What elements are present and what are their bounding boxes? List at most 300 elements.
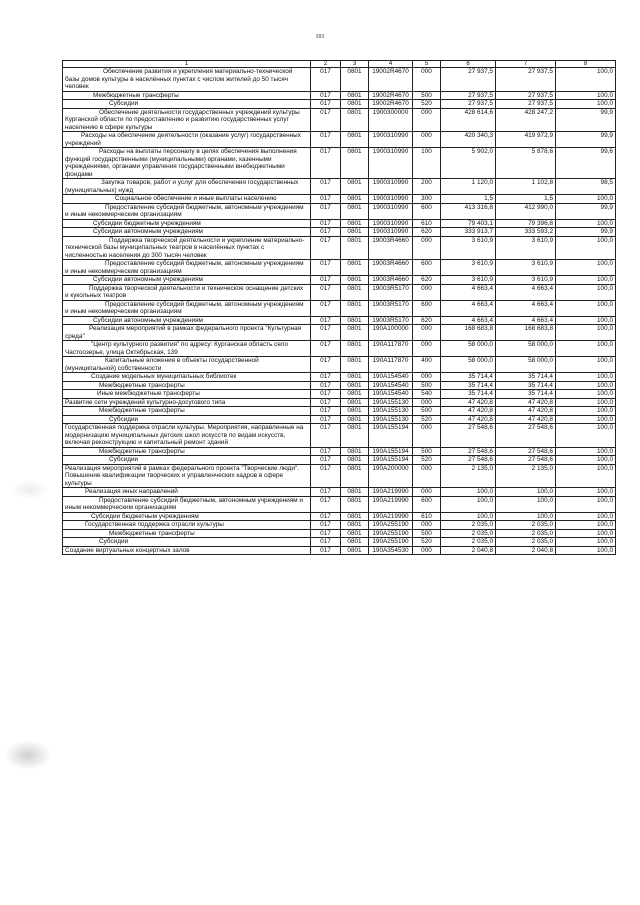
row-name: Создание модельных муниципальных библиотек [63,373,311,382]
row-percent: 100,0 [556,236,616,260]
row-target-article: 19002R4670 [369,68,413,92]
row-percent: 100,0 [556,68,616,92]
row-code: 017 [311,407,341,416]
row-name: Предоставление субсидий бюджетным, автономным учреждениям и иным некоммерческим организациям [63,203,311,219]
row-planned-amount: 3 610,9 [441,276,496,285]
row-target-article: 1900310990 [369,228,413,237]
row-section: 0801 [341,284,369,300]
row-planned-amount: 413 316,8 [441,203,496,219]
row-actual-amount: 35 714,4 [496,390,556,399]
row-percent: 99,9 [556,132,616,148]
row-name: Межбюджетные трансферты [63,529,311,538]
row-actual-amount: 419 972,9 [496,132,556,148]
row-section: 0801 [341,373,369,382]
row-name: Иные межбюджетные трансферты [63,390,311,399]
row-name: Поддержка творческой деятельности и укрепление материально-технической базы муниципальных театров в населённых пунктах с численностью населения до 300 тысяч человек [63,236,311,260]
row-actual-amount: 47 420,8 [496,398,556,407]
table-row [63,538,616,547]
row-expense-type: 000 [413,546,441,555]
row-percent: 100,0 [556,521,616,530]
row-actual-amount: 27 937,5 [496,91,556,100]
row-target-article: 19002R4670 [369,100,413,109]
row-actual-amount: 58 000,0 [496,357,556,373]
row-expense-type: 000 [413,521,441,530]
row-percent: 100,0 [556,91,616,100]
row-target-article: 1900300000 [369,108,413,132]
row-section: 0801 [341,381,369,390]
row-name: Реализация иных направлений [63,488,311,497]
row-planned-amount: 2 135,0 [441,464,496,488]
row-code: 017 [311,195,341,204]
row-percent: 99,9 [556,108,616,132]
row-target-article: 19003R5170 [369,284,413,300]
row-percent: 100,0 [556,407,616,416]
column-header: 8 [556,61,616,68]
row-name: Государственная поддержка отрасли культуры. Мероприятия, направленные на модернизацию муниципальных детских школ искусств по видам искусств, включая реконструкцию и капитальный ремонт зданий [63,424,311,448]
column-header: 5 [413,61,441,68]
row-percent: 100,0 [556,357,616,373]
row-code: 017 [311,260,341,276]
row-planned-amount: 47 420,8 [441,415,496,424]
row-target-article: 190A117870 [369,357,413,373]
row-target-article: 1900310990 [369,179,413,195]
row-target-article: 190A155194 [369,424,413,448]
row-target-article: 19002R4670 [369,91,413,100]
row-percent: 100,0 [556,300,616,316]
table-row [63,496,616,512]
row-percent: 100,0 [556,373,616,382]
row-expense-type: 000 [413,341,441,357]
row-name: Субсидии бюджетным учреждениям [63,512,311,521]
row-target-article: 190A154540 [369,381,413,390]
table-row [63,284,616,300]
row-expense-type: 100 [413,148,441,179]
row-name: Закупка товаров, работ и услуг для обеспечения государственных (муниципальных) нужд [63,179,311,195]
row-section: 0801 [341,316,369,325]
row-planned-amount: 420 340,3 [441,132,496,148]
column-header: 2 [311,61,341,68]
row-section: 0801 [341,132,369,148]
row-expense-type: 500 [413,447,441,456]
row-actual-amount: 58 000,0 [496,341,556,357]
row-percent: 100,0 [556,424,616,448]
row-code: 017 [311,529,341,538]
table-row [63,357,616,373]
row-section: 0801 [341,357,369,373]
row-code: 017 [311,538,341,547]
row-section: 0801 [341,195,369,204]
row-code: 017 [311,316,341,325]
row-target-article: 190A255190 [369,529,413,538]
row-actual-amount: 2 035,0 [496,521,556,530]
row-code: 017 [311,100,341,109]
row-section: 0801 [341,300,369,316]
row-planned-amount: 47 420,8 [441,407,496,416]
row-target-article: 190A155130 [369,398,413,407]
row-planned-amount: 3 610,9 [441,236,496,260]
table-row [63,108,616,132]
row-percent: 100,0 [556,284,616,300]
row-expense-type: 500 [413,91,441,100]
row-name: Расходы на выплаты персоналу в целях обеспечения выполнения функций государственными (муниципальными) органами, казенными учреждениями, органами управления государственными внебюджетными фондами [63,148,311,179]
row-percent: 100,0 [556,341,616,357]
row-code: 017 [311,341,341,357]
row-code: 017 [311,148,341,179]
row-actual-amount: 100,0 [496,512,556,521]
row-expense-type: 600 [413,203,441,219]
table-row [63,325,616,341]
table-row [63,407,616,416]
row-code: 017 [311,300,341,316]
row-actual-amount: 5 878,6 [496,148,556,179]
row-code: 017 [311,496,341,512]
row-code: 017 [311,512,341,521]
row-planned-amount: 168 683,8 [441,325,496,341]
row-actual-amount: 3 610,9 [496,260,556,276]
row-percent: 100,0 [556,219,616,228]
row-expense-type: 000 [413,464,441,488]
column-header: 6 [441,61,496,68]
table-row [63,447,616,456]
row-actual-amount: 27 548,6 [496,424,556,448]
row-name: Капитальные вложения в объекты государственной (муниципальной) собственности [63,357,311,373]
row-planned-amount: 1 120,0 [441,179,496,195]
row-expense-type: 600 [413,260,441,276]
row-code: 017 [311,546,341,555]
row-name: Реализация мероприятий в рамках федерального проекта "Творческие люди". Повышение квалификации творческих и управленческих кадров в сфере культуры [63,464,311,488]
row-target-article: 190A155194 [369,456,413,465]
table-row [63,132,616,148]
row-target-article: 190A155194 [369,447,413,456]
row-expense-type: 300 [413,195,441,204]
row-percent: 100,0 [556,538,616,547]
row-name: Реализация мероприятий в рамках федерального проекта "Культурная среда" [63,325,311,341]
row-planned-amount: 27 937,5 [441,68,496,92]
row-percent: 100,0 [556,390,616,399]
row-expense-type: 620 [413,276,441,285]
row-name: Субсидии [63,415,311,424]
row-expense-type: 000 [413,132,441,148]
row-percent: 100,0 [556,464,616,488]
row-section: 0801 [341,179,369,195]
row-percent: 100,0 [556,325,616,341]
row-name: Предоставление субсидий бюджетным, автономным учреждениям и иным некоммерческим организациям [63,496,311,512]
row-code: 017 [311,447,341,456]
row-percent: 100,0 [556,316,616,325]
table-row [63,68,616,92]
row-target-article: 190A200000 [369,464,413,488]
row-section: 0801 [341,341,369,357]
row-planned-amount: 27 937,5 [441,91,496,100]
row-percent: 100,0 [556,447,616,456]
row-name: Межбюджетные трансферты [63,381,311,390]
row-target-article: 19003R4660 [369,276,413,285]
row-section: 0801 [341,91,369,100]
row-name: Создание виртуальных концертных залов [63,546,311,555]
table-row [63,415,616,424]
row-percent: 100,0 [556,276,616,285]
row-expense-type: 620 [413,228,441,237]
row-name: Межбюджетные трансферты [63,447,311,456]
row-target-article: 190A219990 [369,512,413,521]
row-target-article: 190A219990 [369,488,413,497]
row-name: Субсидии автономным учреждениям [63,316,311,325]
scan-artifact [10,480,50,500]
table-row [63,148,616,179]
row-code: 017 [311,325,341,341]
row-name: Обеспечение деятельности государственных учреждений культуры Курганской области по предоставлению и развитию государственных услуг населению в сфере культуры [63,108,311,132]
table-row [63,424,616,448]
row-section: 0801 [341,407,369,416]
row-planned-amount: 35 714,4 [441,390,496,399]
table-row [63,398,616,407]
row-actual-amount: 2 035,0 [496,538,556,547]
row-section: 0801 [341,219,369,228]
row-code: 017 [311,91,341,100]
row-planned-amount: 100,0 [441,496,496,512]
row-section: 0801 [341,148,369,179]
table-row [63,529,616,538]
row-target-article: 190A100000 [369,325,413,341]
row-expense-type: 000 [413,284,441,300]
row-section: 0801 [341,68,369,92]
row-actual-amount: 79 396,8 [496,219,556,228]
row-expense-type: 500 [413,407,441,416]
row-expense-type: 000 [413,373,441,382]
row-section: 0801 [341,276,369,285]
row-section: 0801 [341,108,369,132]
row-planned-amount: 3 610,9 [441,260,496,276]
row-expense-type: 620 [413,316,441,325]
row-name: Обеспечение развития и укрепления материально-технической базы домов культуры в населённых пунктах с числом жителей до 50 тысяч человек [63,68,311,92]
row-name: Межбюджетные трансферты [63,91,311,100]
row-actual-amount: 1,5 [496,195,556,204]
column-header: 4 [369,61,413,68]
row-actual-amount: 333 593,2 [496,228,556,237]
row-code: 017 [311,390,341,399]
column-header: 7 [496,61,556,68]
row-section: 0801 [341,260,369,276]
row-target-article: 19003R4660 [369,260,413,276]
row-section: 0801 [341,496,369,512]
row-name: "Центр культурного развития" по адресу: Курганская область село Частоозерье, улица Октябрьская, 139 [63,341,311,357]
row-code: 017 [311,456,341,465]
table-row [63,316,616,325]
table-row [63,195,616,204]
row-name: Предоставление субсидий бюджетным, автономным учреждениям и иным некоммерческим организациям [63,300,311,316]
row-expense-type: 000 [413,424,441,448]
row-actual-amount: 3 610,9 [496,236,556,260]
row-percent: 100,0 [556,512,616,521]
row-section: 0801 [341,488,369,497]
row-actual-amount: 27 548,6 [496,456,556,465]
row-expense-type: 500 [413,529,441,538]
row-planned-amount: 4 663,4 [441,300,496,316]
table-row [63,456,616,465]
scan-artifact [4,740,52,770]
row-expense-type: 600 [413,300,441,316]
row-planned-amount: 2 035,0 [441,538,496,547]
row-planned-amount: 27 937,5 [441,100,496,109]
row-percent: 99,9 [556,203,616,219]
row-percent: 99,6 [556,148,616,179]
row-actual-amount: 4 663,4 [496,284,556,300]
row-name: Социальное обеспечение и иные выплаты населению [63,195,311,204]
column-header: 1 [63,61,311,68]
table-row [63,100,616,109]
row-planned-amount: 27 548,6 [441,447,496,456]
table-row [63,179,616,195]
row-percent: 100,0 [556,529,616,538]
row-percent: 100,0 [556,100,616,109]
row-planned-amount: 58 000,0 [441,357,496,373]
row-percent: 99,9 [556,228,616,237]
row-percent: 100,0 [556,398,616,407]
row-expense-type: 520 [413,100,441,109]
column-number-row [63,61,616,68]
row-actual-amount: 3 610,9 [496,276,556,285]
row-name: Субсидии [63,456,311,465]
table-row [63,91,616,100]
table-row [63,300,616,316]
row-target-article: 190A354530 [369,546,413,555]
row-percent: 98,5 [556,179,616,195]
row-name: Субсидии [63,538,311,547]
row-name: Межбюджетные трансферты [63,407,311,416]
row-target-article: 1900310990 [369,219,413,228]
table-row [63,390,616,399]
row-actual-amount: 4 663,4 [496,300,556,316]
row-code: 017 [311,488,341,497]
row-actual-amount: 100,0 [496,496,556,512]
row-target-article: 1900310990 [369,195,413,204]
row-section: 0801 [341,521,369,530]
row-percent: 100,0 [556,488,616,497]
row-target-article: 1900310990 [369,148,413,179]
row-expense-type: 610 [413,219,441,228]
row-expense-type: 600 [413,496,441,512]
row-expense-type: 000 [413,68,441,92]
row-target-article: 19003R4660 [369,236,413,260]
row-target-article: 190A155130 [369,407,413,416]
row-code: 017 [311,398,341,407]
row-expense-type: 000 [413,488,441,497]
row-actual-amount: 27 548,6 [496,447,556,456]
table-row [63,546,616,555]
row-planned-amount: 5 902,0 [441,148,496,179]
row-name: Развитие сети учреждений культурно-досугового типа [63,398,311,407]
row-name: Субсидии бюджетным учреждениям [63,219,311,228]
row-name: Государственная поддержка отрасли культуры [63,521,311,530]
row-percent: 100,0 [556,546,616,555]
row-planned-amount: 2 035,0 [441,529,496,538]
budget-table [62,60,616,555]
row-planned-amount: 4 663,4 [441,316,496,325]
row-code: 017 [311,284,341,300]
table-row [63,512,616,521]
row-section: 0801 [341,100,369,109]
row-section: 0801 [341,228,369,237]
row-expense-type: 000 [413,236,441,260]
row-planned-amount: 333 913,7 [441,228,496,237]
row-planned-amount: 58 000,0 [441,341,496,357]
row-code: 017 [311,236,341,260]
row-section: 0801 [341,325,369,341]
page-number: 101 [315,34,325,40]
table-row [63,228,616,237]
row-name: Предоставление субсидий бюджетным, автономным учреждениям и иным некоммерческим организациям [63,260,311,276]
row-expense-type: 520 [413,415,441,424]
row-planned-amount: 27 548,6 [441,424,496,448]
row-percent: 100,0 [556,260,616,276]
row-code: 017 [311,415,341,424]
row-code: 017 [311,521,341,530]
row-code: 017 [311,464,341,488]
row-name: Поддержка творческой деятельности и техническое оснащение детских и кукольных театров [63,284,311,300]
row-code: 017 [311,219,341,228]
row-section: 0801 [341,415,369,424]
row-actual-amount: 35 714,4 [496,381,556,390]
row-expense-type: 000 [413,398,441,407]
row-target-article: 190A154540 [369,373,413,382]
row-actual-amount: 412 990,0 [496,203,556,219]
row-percent: 100,0 [556,195,616,204]
row-actual-amount: 2 135,0 [496,464,556,488]
row-code: 017 [311,179,341,195]
table-row [63,276,616,285]
row-section: 0801 [341,456,369,465]
row-target-article: 190A219990 [369,496,413,512]
row-expense-type: 400 [413,357,441,373]
row-section: 0801 [341,538,369,547]
row-planned-amount: 47 420,8 [441,398,496,407]
row-actual-amount: 35 714,4 [496,373,556,382]
row-name: Субсидии [63,100,311,109]
row-expense-type: 540 [413,390,441,399]
row-target-article: 190A255190 [369,538,413,547]
row-planned-amount: 100,0 [441,488,496,497]
table-row [63,464,616,488]
row-actual-amount: 27 937,5 [496,100,556,109]
row-planned-amount: 35 714,4 [441,381,496,390]
row-actual-amount: 47 420,8 [496,407,556,416]
table-row [63,521,616,530]
row-target-article: 1900310990 [369,132,413,148]
row-expense-type: 520 [413,538,441,547]
row-planned-amount: 79 403,1 [441,219,496,228]
row-planned-amount: 2 040,8 [441,546,496,555]
row-planned-amount: 4 663,4 [441,284,496,300]
row-code: 017 [311,381,341,390]
row-target-article: 190A154540 [369,390,413,399]
row-target-article: 190A255190 [369,521,413,530]
row-code: 017 [311,228,341,237]
table-row [63,236,616,260]
row-code: 017 [311,373,341,382]
row-code: 017 [311,108,341,132]
row-planned-amount: 428 614,6 [441,108,496,132]
row-expense-type: 000 [413,108,441,132]
row-actual-amount: 428 247,2 [496,108,556,132]
row-expense-type: 520 [413,456,441,465]
column-header: 3 [341,61,369,68]
row-percent: 100,0 [556,456,616,465]
row-target-article: 19003R5170 [369,300,413,316]
row-actual-amount: 47 420,8 [496,415,556,424]
row-actual-amount: 2 035,0 [496,529,556,538]
row-code: 017 [311,203,341,219]
row-name: Субсидии автономным учреждениям [63,228,311,237]
